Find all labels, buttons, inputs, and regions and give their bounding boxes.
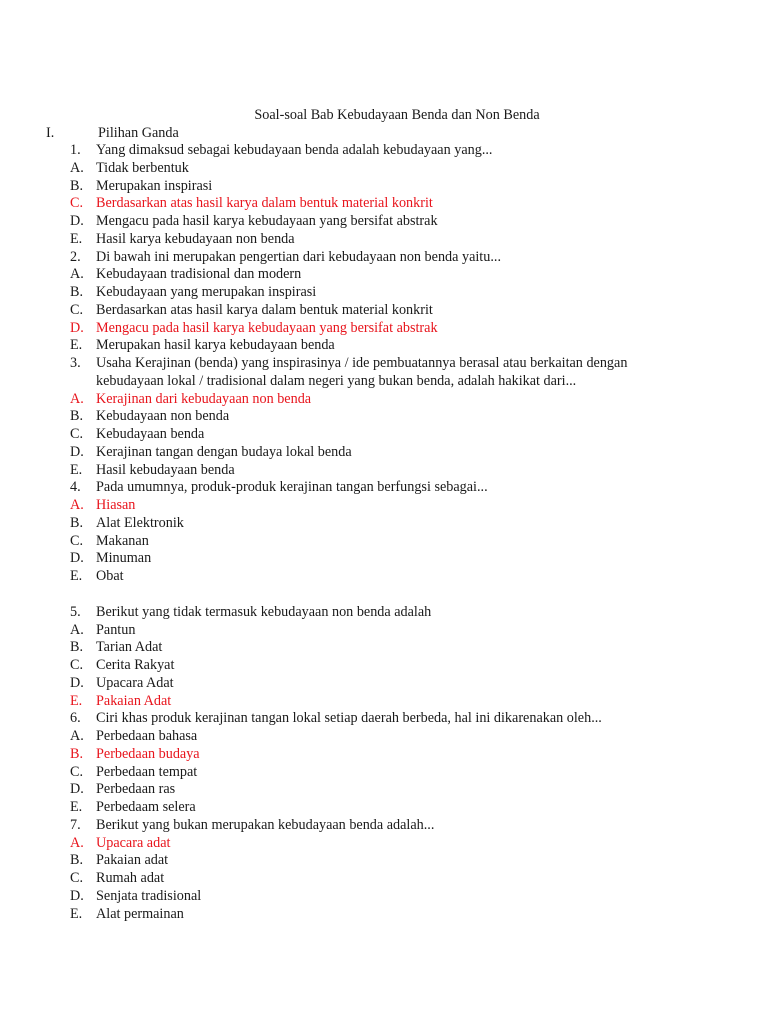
option-text: Alat permainan xyxy=(96,905,184,922)
option-letter: A. xyxy=(70,834,84,851)
blank-line xyxy=(70,586,728,604)
option-letter: A. xyxy=(70,159,84,176)
answer-option-line xyxy=(70,693,728,711)
question-number: 4. xyxy=(70,479,81,496)
option-line xyxy=(70,426,728,444)
option-text: Alat Elektronik xyxy=(96,514,184,531)
question-number: 3. xyxy=(70,355,81,371)
option-letter: B. xyxy=(70,177,84,194)
option-line xyxy=(70,444,728,462)
option-letter: D. xyxy=(70,443,84,460)
option-text: Rumah adat xyxy=(96,870,165,886)
section-number: I. xyxy=(46,125,55,141)
option-letter: A. xyxy=(70,390,84,407)
option-line xyxy=(70,231,728,249)
option-text: Kerajinan dari kebudayaan non benda xyxy=(96,390,312,407)
option-line xyxy=(70,728,728,746)
option-letter: C. xyxy=(70,532,84,549)
option-text: Obat xyxy=(96,568,124,584)
question-number: 2. xyxy=(70,248,81,265)
option-text: Tidak berbentuk xyxy=(96,159,189,176)
option-letter: E. xyxy=(70,337,83,354)
question-line xyxy=(70,604,728,622)
option-letter: D. xyxy=(70,674,84,691)
option-text: Kebudayaan yang merupakan inspirasi xyxy=(96,284,317,300)
question-number: 7. xyxy=(70,816,81,833)
option-text: Perbedaan budaya xyxy=(96,745,200,762)
option-line xyxy=(70,568,728,586)
question-number: 6. xyxy=(70,710,81,727)
answer-option-line xyxy=(70,320,728,338)
option-text: Senjata tradisional xyxy=(96,887,202,904)
question-line xyxy=(70,249,728,267)
option-text: Hasil kebudayaan benda xyxy=(96,461,235,478)
option-line xyxy=(70,550,728,568)
option-text: Kebudayaan non benda xyxy=(96,408,230,425)
option-text: Perbedaam selera xyxy=(96,799,196,815)
option-letter: E. xyxy=(70,568,83,584)
option-text: Perbedaan tempat xyxy=(96,763,198,780)
question-line xyxy=(70,142,728,160)
option-text: Kebudayaan tradisional dan modern xyxy=(96,266,302,283)
option-text: Berdasarkan atas hasil karya dalam bentuk material konkrit xyxy=(96,301,433,318)
option-line xyxy=(70,266,728,284)
answer-option-line xyxy=(70,195,728,213)
option-line xyxy=(70,284,728,302)
option-letter: B. xyxy=(70,514,84,531)
option-letter: B. xyxy=(70,852,84,869)
option-line xyxy=(70,213,728,231)
option-line xyxy=(70,302,728,320)
option-letter: D. xyxy=(70,319,84,336)
option-letter: B. xyxy=(70,745,84,762)
option-line xyxy=(70,799,728,817)
option-text: Pakaian adat xyxy=(96,852,169,869)
option-text: Makanan xyxy=(96,532,149,549)
question-list xyxy=(70,142,728,923)
option-text: Cerita Rakyat xyxy=(96,657,175,673)
option-text: Upacara adat xyxy=(96,834,171,851)
question-text: Yang dimaksud sebagai kebudayaan benda adalah kebudayaan yang... xyxy=(96,142,493,158)
question-text: Usaha Kerajinan (benda) yang inspirasinya / ide pembuatannya berasal atau berkaitan dengan xyxy=(96,355,628,371)
option-text: Berdasarkan atas hasil karya dalam bentuk material konkrit xyxy=(96,195,433,212)
question-number: 1. xyxy=(70,142,81,158)
option-line xyxy=(70,781,728,799)
option-letter: C. xyxy=(70,657,84,673)
option-letter: E. xyxy=(70,799,83,815)
option-text: Tarian Adat xyxy=(96,639,163,656)
option-text: Kebudayaan benda xyxy=(96,426,205,442)
option-text: Pakaian Adat xyxy=(96,692,172,709)
question-line xyxy=(70,479,728,497)
option-text: Hasil karya kebudayaan non benda xyxy=(96,230,295,247)
option-letter: A. xyxy=(70,728,84,744)
answer-option-line xyxy=(70,391,728,409)
option-letter: E. xyxy=(70,461,83,478)
option-letter: D. xyxy=(70,213,84,229)
option-letter: B. xyxy=(70,639,84,656)
option-line xyxy=(70,515,728,533)
option-letter: A. xyxy=(70,266,84,283)
option-letter: E. xyxy=(70,692,83,709)
option-letter: D. xyxy=(70,550,84,567)
option-letter: C. xyxy=(70,426,84,442)
question-text: Pada umumnya, produk-produk kerajinan tangan berfungsi sebagai... xyxy=(96,479,488,496)
answer-option-line xyxy=(70,497,728,515)
option-letter: A. xyxy=(70,621,84,638)
option-text: Upacara Adat xyxy=(96,674,174,691)
section-label: Pilihan Ganda xyxy=(98,125,179,141)
option-line xyxy=(70,675,728,693)
option-line xyxy=(70,639,728,657)
option-line xyxy=(70,657,728,675)
option-text: Hiasan xyxy=(96,497,136,513)
option-line xyxy=(70,337,728,355)
option-text: Mengacu pada hasil karya kebudayaan yang bersifat abstrak xyxy=(96,319,438,336)
option-letter: C. xyxy=(70,195,84,212)
option-text: Merupakan hasil karya kebudayaan benda xyxy=(96,337,335,354)
option-letter: E. xyxy=(70,905,83,922)
question-continuation-line xyxy=(70,373,728,391)
page-title: Soal-soal Bab Kebudayaan Benda dan Non Benda xyxy=(254,107,540,123)
option-line xyxy=(70,533,728,551)
option-line xyxy=(70,906,728,924)
option-line xyxy=(70,462,728,480)
answer-option-line xyxy=(70,835,728,853)
option-text: Minuman xyxy=(96,550,152,567)
question-number: 5. xyxy=(70,603,81,620)
question-text: Di bawah ini merupakan pengertian dari kebudayaan non benda yaitu... xyxy=(96,248,501,265)
option-letter: D. xyxy=(70,781,84,798)
question-text: Berikut yang bukan merupakan kebudayaan benda adalah... xyxy=(96,816,435,833)
option-line xyxy=(70,622,728,640)
option-line xyxy=(70,178,728,196)
question-text: Berikut yang tidak termasuk kebudayaan non benda adalah xyxy=(96,603,432,620)
option-line xyxy=(70,888,728,906)
section-heading xyxy=(46,124,179,142)
option-text: Pantun xyxy=(96,621,136,638)
option-text: Perbedaan bahasa xyxy=(96,728,198,744)
option-text: Perbedaan ras xyxy=(96,781,176,798)
option-line xyxy=(70,764,728,782)
option-letter: D. xyxy=(70,887,84,904)
option-text: Mengacu pada hasil karya kebudayaan yang bersifat abstrak xyxy=(96,213,438,229)
option-letter: C. xyxy=(70,763,84,780)
option-line xyxy=(70,408,728,426)
option-letter: B. xyxy=(70,284,84,300)
option-line xyxy=(70,870,728,888)
option-letter: A. xyxy=(70,497,84,513)
question-text: Ciri khas produk kerajinan tangan lokal setiap daerah berbeda, hal ini dikarenakan oleh... xyxy=(96,710,602,727)
option-letter: B. xyxy=(70,408,84,425)
question-line xyxy=(70,817,728,835)
question-text: kebudayaan lokal / tradisional dalam negeri yang bukan benda, adalah hakikat dari... xyxy=(96,372,577,389)
option-text: Kerajinan tangan dengan budaya lokal benda xyxy=(96,443,352,460)
option-letter: E. xyxy=(70,230,83,247)
option-line xyxy=(70,852,728,870)
option-text: Merupakan inspirasi xyxy=(96,177,213,194)
option-letter: C. xyxy=(70,870,84,886)
option-letter: C. xyxy=(70,301,84,318)
question-line xyxy=(70,710,728,728)
answer-option-line xyxy=(70,746,728,764)
question-line xyxy=(70,355,728,373)
option-line xyxy=(70,160,728,178)
